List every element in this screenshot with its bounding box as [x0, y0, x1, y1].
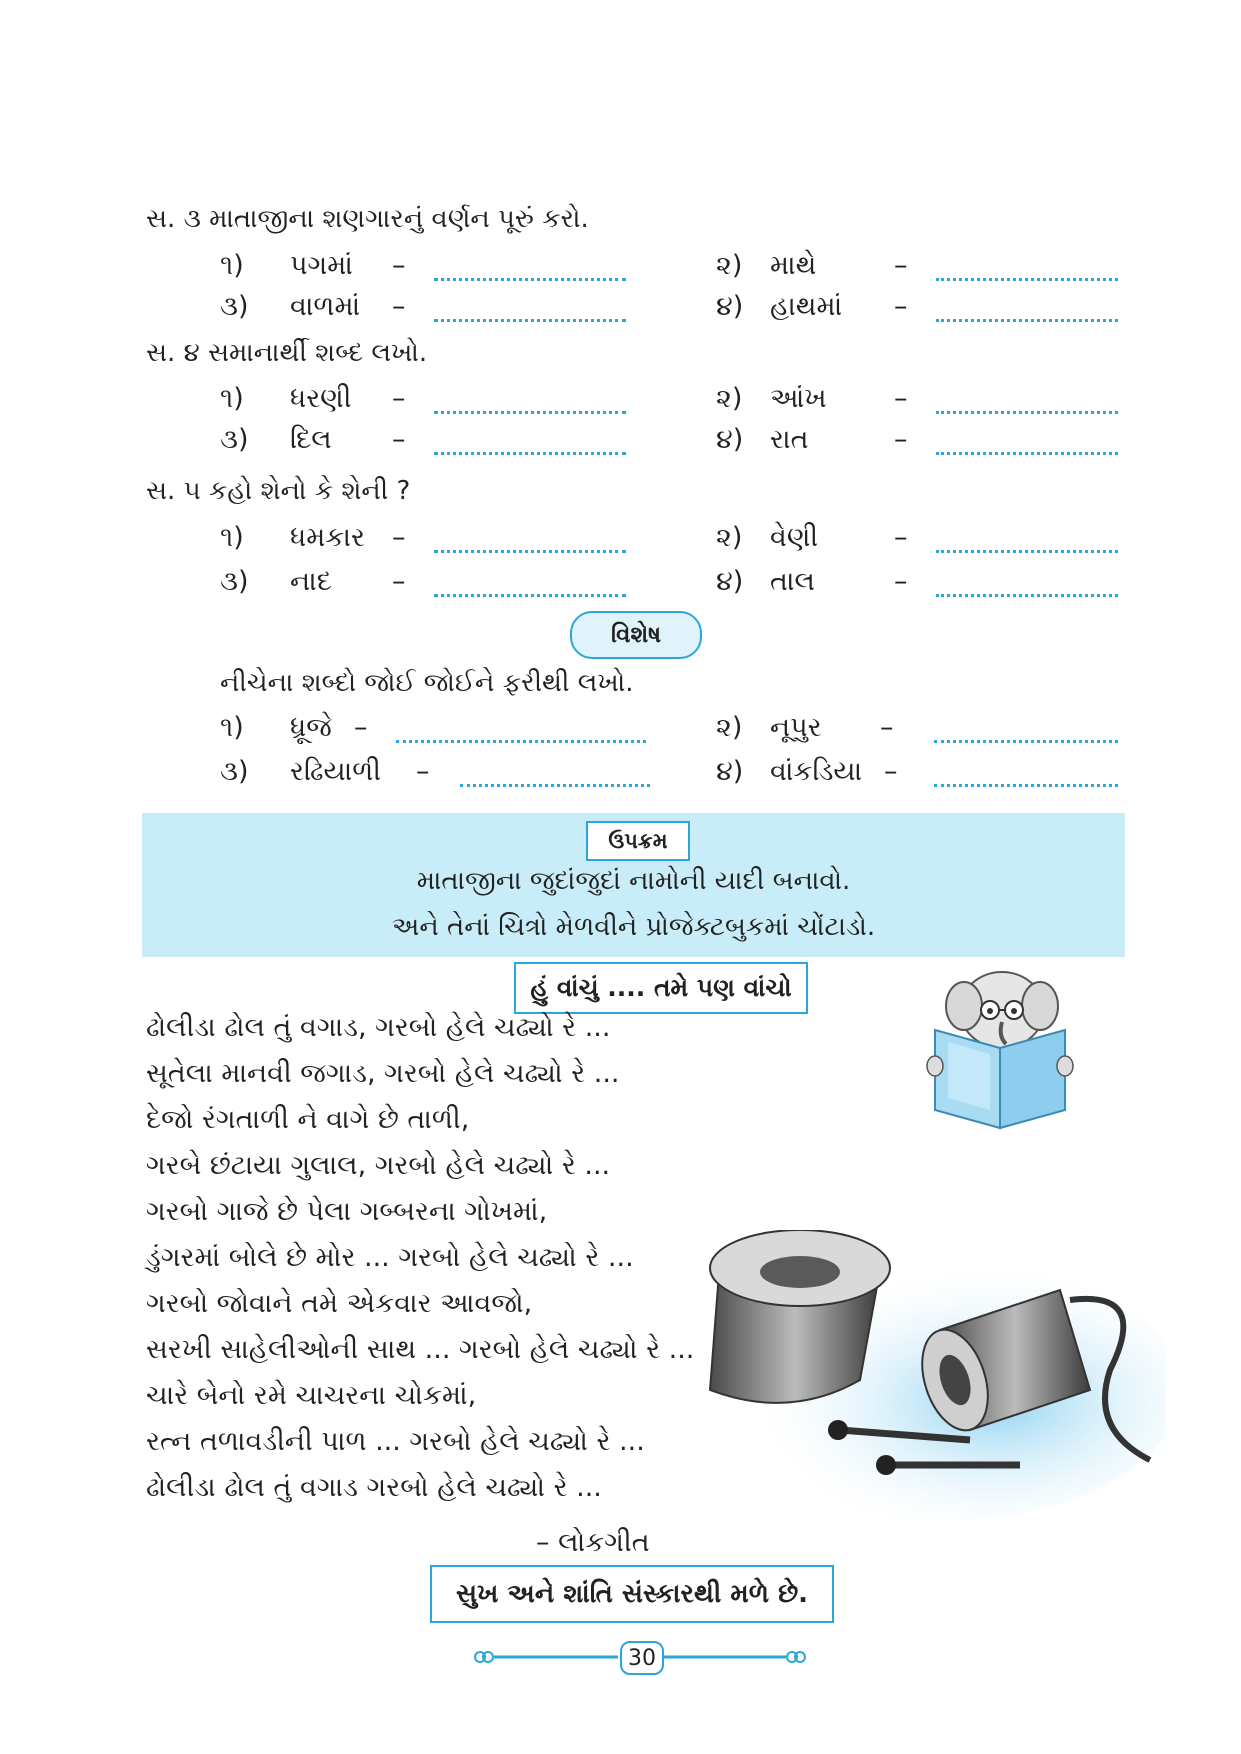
- vishesh-label: વિશેષ: [570, 611, 702, 659]
- poem-line: ચારે બેનો રમે ચાચરના ચોકમાં,: [146, 1380, 477, 1411]
- q3-item-4-word: હાથમાં: [770, 291, 843, 322]
- vishesh-item-4-answer-line[interactable]: [934, 784, 1118, 787]
- q5-item-3-answer-line[interactable]: [434, 594, 626, 597]
- q4-item-3-word: દિલ: [290, 424, 332, 455]
- vishesh-item-4-word: વાંકડિયા: [770, 756, 863, 787]
- upakram-line-1: માતાજીના જુદાંજુદાં નામોની યાદી બનાવો.: [416, 866, 851, 896]
- vishesh-item-3-word: રઢિયાળી: [290, 756, 381, 787]
- q3-item-1-answer-line[interactable]: [434, 278, 626, 281]
- vishesh-item-2-number: ૨): [716, 712, 743, 743]
- poem-line: ગરબે છંટાયા ગુલાલ, ગરબો હેલે ચઢ્યો રે ...: [146, 1150, 611, 1181]
- q4-item-1-dash: –: [392, 383, 406, 414]
- poem-line: ઢોલીડા ઢોલ તું વગાડ ગરબો હેલે ચઢ્યો રે ...: [146, 1472, 602, 1503]
- q5-item-4-word: તાલ: [770, 566, 815, 597]
- q3-item-3-dash: –: [392, 291, 406, 322]
- q4-item-4-dash: –: [894, 424, 908, 455]
- question-4-title: સ. ૪ સમાનાર્થી શબ્દ લખો.: [146, 338, 428, 368]
- q3-item-1-dash: –: [392, 250, 406, 281]
- vishesh-item-3-dash: –: [416, 756, 430, 787]
- page-number: 30: [620, 1641, 664, 1675]
- vishesh-instruction: નીચેના શબ્દો જોઈ જોઈને ફરીથી લખો.: [220, 668, 634, 698]
- q5-item-2-number: ૨): [716, 522, 743, 553]
- q3-item-1-number: ૧): [220, 250, 244, 281]
- q5-item-1-number: ૧): [220, 522, 244, 553]
- q3-item-3-answer-line[interactable]: [434, 319, 626, 322]
- poem-line: ડુંગરમાં બોલે છે મોર ... ગરબો હેલે ચઢ્યો રે ...: [146, 1242, 634, 1273]
- q5-item-4-answer-line[interactable]: [936, 594, 1118, 597]
- q3-item-2-number: ૨): [716, 250, 743, 281]
- poem-line: રત્ન તળાવડીની પાળ ... ગરબો હેલે ચઢ્યો રે ...: [146, 1426, 645, 1457]
- q3-item-1-word: પગમાં: [290, 250, 353, 281]
- q4-item-4-number: ૪): [716, 424, 744, 455]
- q3-item-3-number: ૩): [220, 291, 249, 322]
- q4-item-2-dash: –: [894, 383, 908, 414]
- q5-item-3-dash: –: [392, 566, 406, 597]
- q5-item-3-word: નાદ: [290, 566, 332, 597]
- drums-illustration: [590, 1230, 1165, 1530]
- q4-item-3-number: ૩): [220, 424, 249, 455]
- q5-item-4-dash: –: [894, 566, 908, 597]
- q4-item-2-number: ૨): [716, 383, 743, 414]
- q3-item-4-dash: –: [894, 291, 908, 322]
- vishesh-item-2-dash: –: [880, 712, 894, 743]
- q5-item-4-number: ૪): [716, 566, 744, 597]
- poem-credit: – લોકગીત: [536, 1527, 650, 1558]
- vishesh-item-3-number: ૩): [220, 756, 249, 787]
- q5-item-1-dash: –: [392, 522, 406, 553]
- upakram-line-2: અને તેનાં ચિત્રો મેળવીને પ્રોજેક્ટબુકમાં ચોંટાડો.: [391, 912, 876, 942]
- q4-item-3-dash: –: [392, 424, 406, 455]
- q4-item-1-number: ૧): [220, 383, 244, 414]
- question-5-title: સ. ૫ કહો શેનો કે શેની ?: [146, 476, 411, 506]
- vishesh-item-3-answer-line[interactable]: [460, 784, 650, 787]
- poem-line: દેજો રંગતાળી ને વાગે છે તાળી,: [146, 1104, 470, 1135]
- q3-item-4-number: ૪): [716, 291, 744, 322]
- vishesh-item-1-number: ૧): [220, 712, 244, 743]
- q4-item-1-answer-line[interactable]: [434, 411, 626, 414]
- poem-line: સૂતેલા માનવી જગાડ, ગરબો હેલે ચઢ્યો રે ...: [146, 1058, 620, 1089]
- vishesh-item-1-word: ધ્રૂજે: [290, 712, 332, 743]
- poem-line: ઢોલીડા ઢોલ તું વગાડ, ગરબો હેલે ચઢ્યો રે ...: [146, 1012, 611, 1043]
- q3-item-2-dash: –: [894, 250, 908, 281]
- motto-box: સુખ અને શાંતિ સંસ્કારથી મળે છે.: [430, 1565, 834, 1623]
- poem-line: ગરબો ગાજે છે પેલા ગબ્બરના ગોખમાં,: [146, 1196, 548, 1227]
- reading-label: હું વાંચું .... તમે પણ વાંચો: [514, 962, 808, 1014]
- q5-item-2-answer-line[interactable]: [936, 550, 1118, 553]
- q4-item-4-word: રાત: [770, 424, 809, 455]
- q5-item-2-word: વેણી: [770, 522, 819, 553]
- q4-item-1-word: ધરણી: [290, 383, 352, 414]
- q3-item-4-answer-line[interactable]: [936, 319, 1118, 322]
- q5-item-3-number: ૩): [220, 566, 249, 597]
- vishesh-item-2-word: નૂપુર: [770, 712, 822, 743]
- q5-item-1-word: ધમકાર: [290, 522, 365, 553]
- q3-item-2-answer-line[interactable]: [936, 278, 1118, 281]
- question-3-title: સ. ૩ માતાજીના શણગારનું વર્ણન પૂરું કરો.: [146, 204, 589, 234]
- q5-item-2-dash: –: [894, 522, 908, 553]
- q4-item-2-word: આંખ: [770, 383, 827, 414]
- vishesh-item-1-answer-line[interactable]: [396, 740, 646, 743]
- q4-item-4-answer-line[interactable]: [936, 452, 1118, 455]
- q4-item-2-answer-line[interactable]: [936, 411, 1118, 414]
- q3-item-3-word: વાળમાં: [290, 291, 361, 322]
- vishesh-item-1-dash: –: [354, 712, 368, 743]
- vishesh-item-4-number: ૪): [716, 756, 744, 787]
- upakram-label: ઉપક્રમ: [586, 821, 690, 861]
- q3-item-2-word: માથે: [770, 250, 817, 281]
- vishesh-item-4-dash: –: [884, 756, 898, 787]
- poem-line: સરખી સાહેલીઓની સાથ ... ગરબો હેલે ચઢ્યો રે ...: [146, 1334, 695, 1365]
- vishesh-item-2-answer-line[interactable]: [934, 740, 1118, 743]
- reading-elephant-illustration: [920, 960, 1080, 1130]
- q4-item-3-answer-line[interactable]: [434, 452, 626, 455]
- poem-line: ગરબો જોવાને તમે એકવાર આવજો,: [146, 1288, 533, 1319]
- q5-item-1-answer-line[interactable]: [434, 550, 626, 553]
